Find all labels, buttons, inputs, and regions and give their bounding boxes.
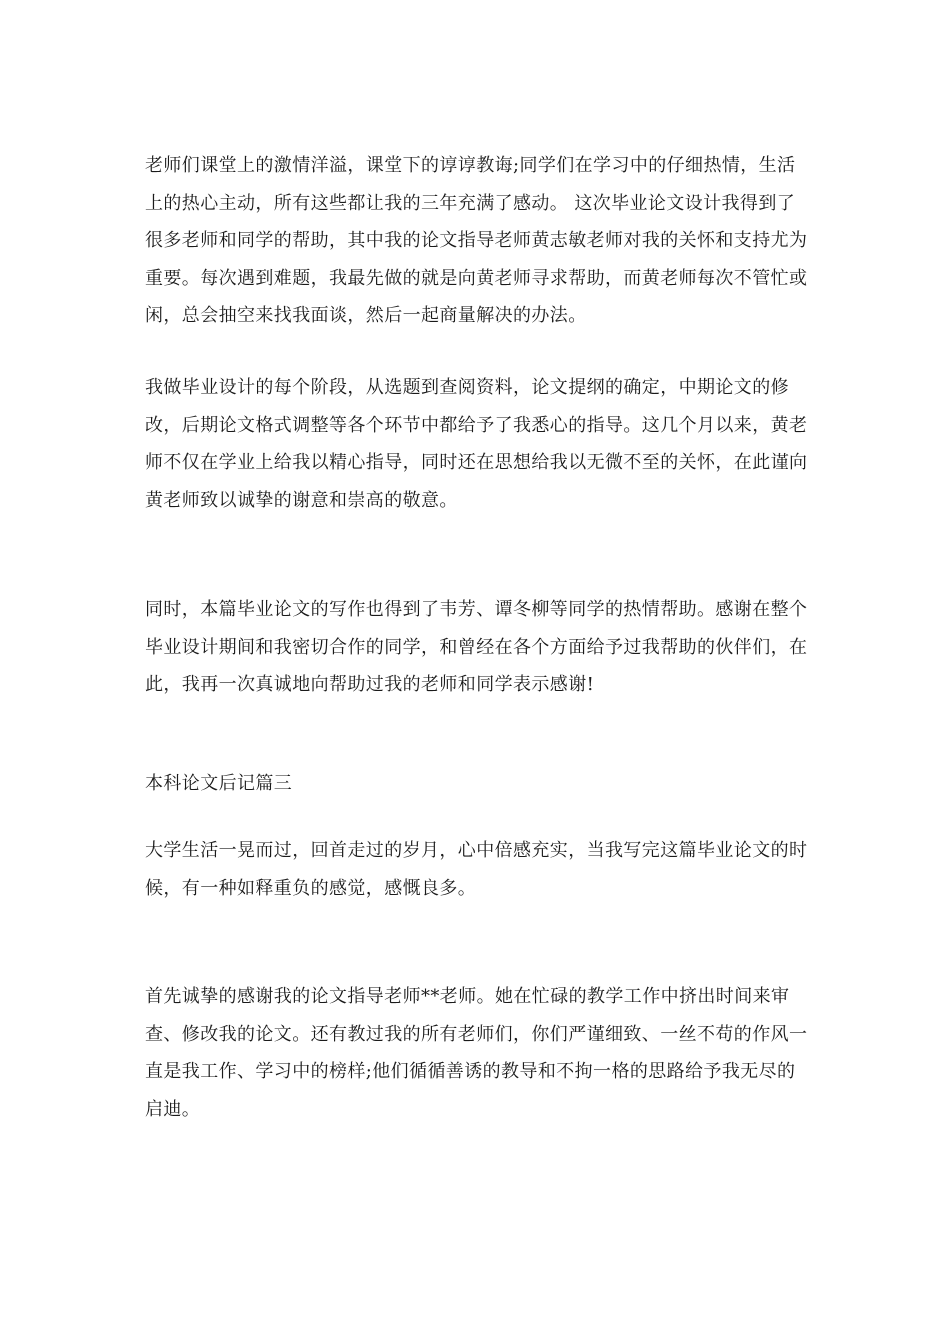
- paragraph-college-life: 大学生活一晃而过，回首走过的岁月，心中倍感充实，当我写完这篇毕业论文的时候，有一种如释重负的感觉，感慨良多。: [145, 840, 808, 899]
- paragraph-classmates-thanks: 同时，本篇毕业论文的写作也得到了韦芳、谭冬柳等同学的热情帮助。感谢在整个毕业设计期间和我密切合作的同学，和曾经在各个方面给予过我帮助的伙伴们，在此，我再一次真诚地向帮助过我的老师和同学表示感谢!: [145, 599, 808, 695]
- paragraph-advisor-thanks: 首先诚挚的感谢我的论文指导老师**老师。她在忙碌的教学工作中挤出时间来审查、修改我的论文。还有教过我的所有老师们，你们严谨细致、一丝不苟的作风一直是我工作、学习中的榜样;他们循循善诱的教导和不拘一格的思路给予我无尽的启迪。: [145, 986, 808, 1120]
- paragraph-acknowledgement-teachers: 老师们课堂上的激情洋溢，课堂下的谆谆教诲;同学们在学习中的仔细热情，生活上的热心主动，所有这些都让我的三年充满了感动。 这次毕业论文设计我得到了很多老师和同学的帮助，其中我的论文指导老师黄志敏老师对我的关怀和支持尤为重要。每次遇到难题，我最先做的就是向黄老师寻求帮助，而黄老师每次不管忙或闲，总会抽空来找我面谈，然后一起商量解决的办法。: [145, 155, 808, 326]
- section-heading: 本科论文后记篇三: [145, 773, 293, 794]
- paragraph-advisor-guidance: 我做毕业设计的每个阶段，从选题到查阅资料，论文提纲的确定，中期论文的修改，后期论文格式调整等各个环节中都给予了我悉心的指导。这几个月以来，黄老师不仅在学业上给我以精心指导，同时还在思想给我以无微不至的关怀，在此谨向黄老师致以诚挚的谢意和崇高的敬意。: [145, 377, 808, 511]
